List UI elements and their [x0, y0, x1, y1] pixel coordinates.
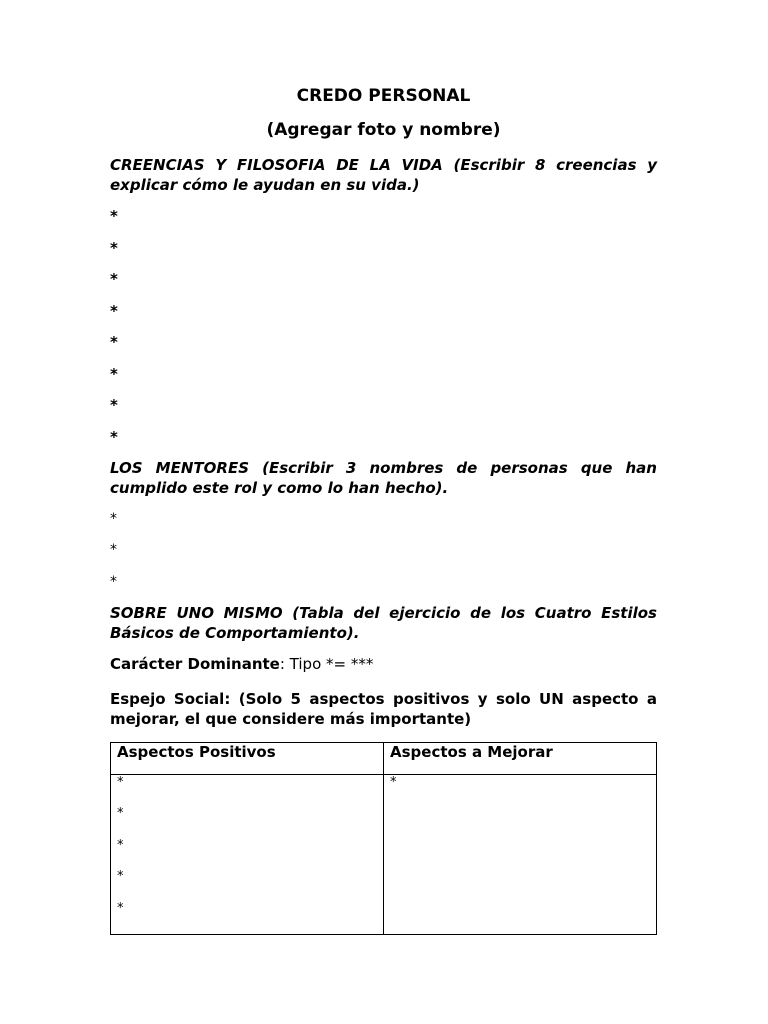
mentor-bullet: * [110, 510, 117, 527]
creencia-bullet: * [110, 301, 118, 320]
creencia-bullet: * [110, 270, 118, 288]
caracter-label: Carácter Dominante [110, 654, 280, 673]
espejo-social-text: Espejo Social: (Solo 5 aspectos positivos y solo UN aspecto a mejorar, el que considere más importante) [110, 689, 657, 728]
aspectos-mejorar-cell [384, 774, 657, 934]
positivo-bullet: * [117, 774, 124, 790]
positivo-bullet: * [117, 806, 124, 821]
mejorar-bullet: * [390, 774, 397, 790]
table-row [111, 774, 657, 934]
creencia-bullet: * [110, 207, 118, 225]
mejorar-list [390, 775, 650, 791]
positivo-bullet: * [117, 869, 124, 884]
aspectos-table [110, 742, 657, 935]
caracter-value: : Tipo *= *** [279, 654, 374, 673]
positivos-list [117, 775, 377, 917]
sobre-uno-mismo-heading: SOBRE UNO MISMO (Tabla del ejercicio de los Cuatro Estilos Básicos de Comportamiento). [110, 603, 657, 642]
creencias-list [110, 206, 657, 447]
document-title: CREDO PERSONAL [296, 86, 471, 106]
mentores-list [110, 509, 657, 592]
creencia-bullet: * [110, 238, 118, 257]
caracter-dominante-line [110, 654, 657, 674]
document-subtitle: (Agregar foto y nombre) [266, 120, 501, 140]
positivo-bullet: * [117, 837, 124, 853]
creencia-bullet: * [110, 427, 118, 446]
header-aspectos-positivos: Aspectos Positivos [111, 742, 384, 774]
creencias-heading: CREENCIAS Y FILOSOFIA DE LA VIDA (Escribir 8 creencias y explicar cómo le ayudan en su vida.) [110, 156, 657, 194]
creencia-bullet: * [110, 364, 118, 383]
creencia-bullet: * [110, 333, 118, 351]
mentor-bullet: * [110, 542, 117, 558]
creencia-bullet: * [110, 396, 118, 414]
table-header-row [111, 742, 657, 774]
positivo-bullet: * [117, 900, 124, 916]
aspectos-positivos-cell [111, 774, 384, 934]
mentores-heading: LOS MENTORES (Escribir 3 nombres de personas que han cumplido este rol y como lo han hecho). [110, 458, 657, 497]
mentor-bullet: * [110, 573, 117, 590]
header-aspectos-mejorar: Aspectos a Mejorar [384, 742, 657, 774]
